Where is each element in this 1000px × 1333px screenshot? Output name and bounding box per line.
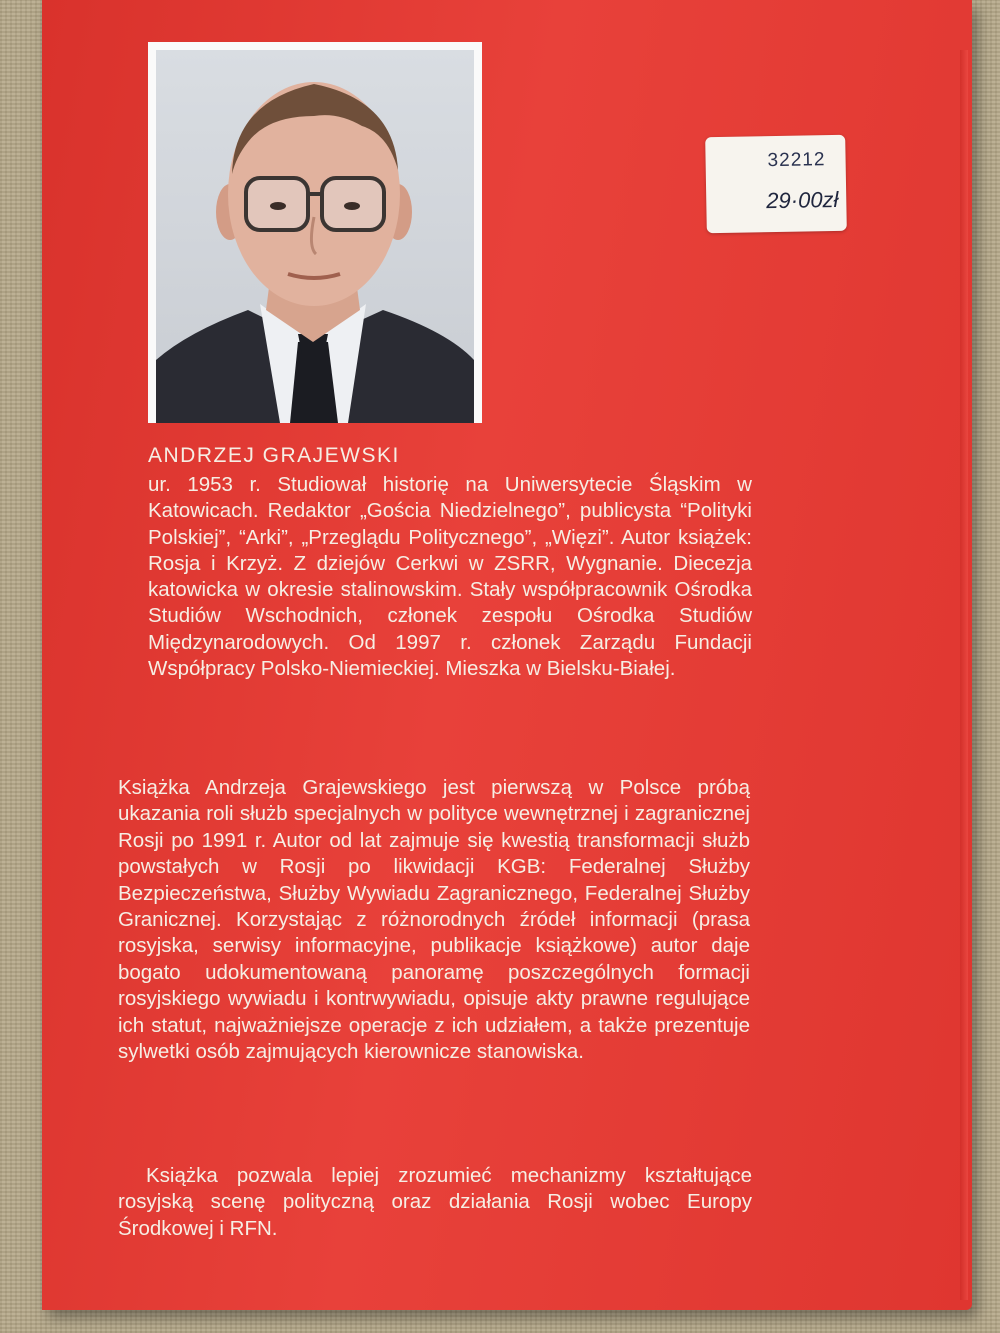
description-paragraph-2: Książka pozwala lepiej zrozumieć mechanizmy kształtujące rosyjską scenę polityczną oraz działania Rosji wobec Europy Środkowej i RFN. [118,1164,752,1240]
price-sticker-code: 32212 [767,149,826,172]
author-photo [148,42,482,423]
book-description [118,775,750,1065]
description-paragraph-1: Książka Andrzeja Grajewskiego jest pierwszą w Polsce próbą ukazania roli służb specjalnych w polityce wewnętrznej i zagranicznej Rosji po 1991 r. Autor od lat zajmuje się kwestią transformacji służb powstałych w Rosji po likwidacji KGB: Federalnej Służby Bezpieczeństwa, Służby Wywiadu Zagranicznego, Federalnej Służby Granicznej. Korzystając z różnorodnych źródeł informacji (prasa rosyjska, serwisy informacyjne, publikacje książkowe) autor daje bogato udokumentowaną panoramę poszczególnych formacji rosyjskiego wywiadu i kontrwywiadu, opisuje akty prawne regulujące ich statut, najważniejsze operacje z ich udziałem, a także prezentuje sylwetki osób zajmujących kierownicze stanowiska. [118,776,750,1064]
author-portrait-illustration [148,42,482,423]
price-sticker-price: 29·00zł [766,186,839,214]
author-bio [148,472,752,682]
price-sticker [705,135,847,233]
book-description-2 [118,1163,752,1242]
author-name: ANDRZEJ GRAJEWSKI [148,444,400,467]
author-bio-text: ur. 1953 r. Studiował historię na Uniwersytecie Śląskim w Katowicach. Redaktor „Gościa Niedzielnego”, publicysta “Polityki Polskiej”, “Arki”, „Przeglądu Politycznego”, „Więzi”. Autor książek: Rosja i Krzyż. Z dziejów Cerkwi w ZSRR, Wygnanie. Diecezja katowicka w okresie stalinowskim. Stały współpracownik Ośrodka Studiów Wschodnich, członek zespołu Ośrodka Studiów Międzynarodowych. Od 1997 r. członek Zarządu Fundacji Współpracy Polsko-Niemieckiej. Mieszka w Bielsku-Białej. [148,473,752,681]
book-edge [960,50,968,1300]
